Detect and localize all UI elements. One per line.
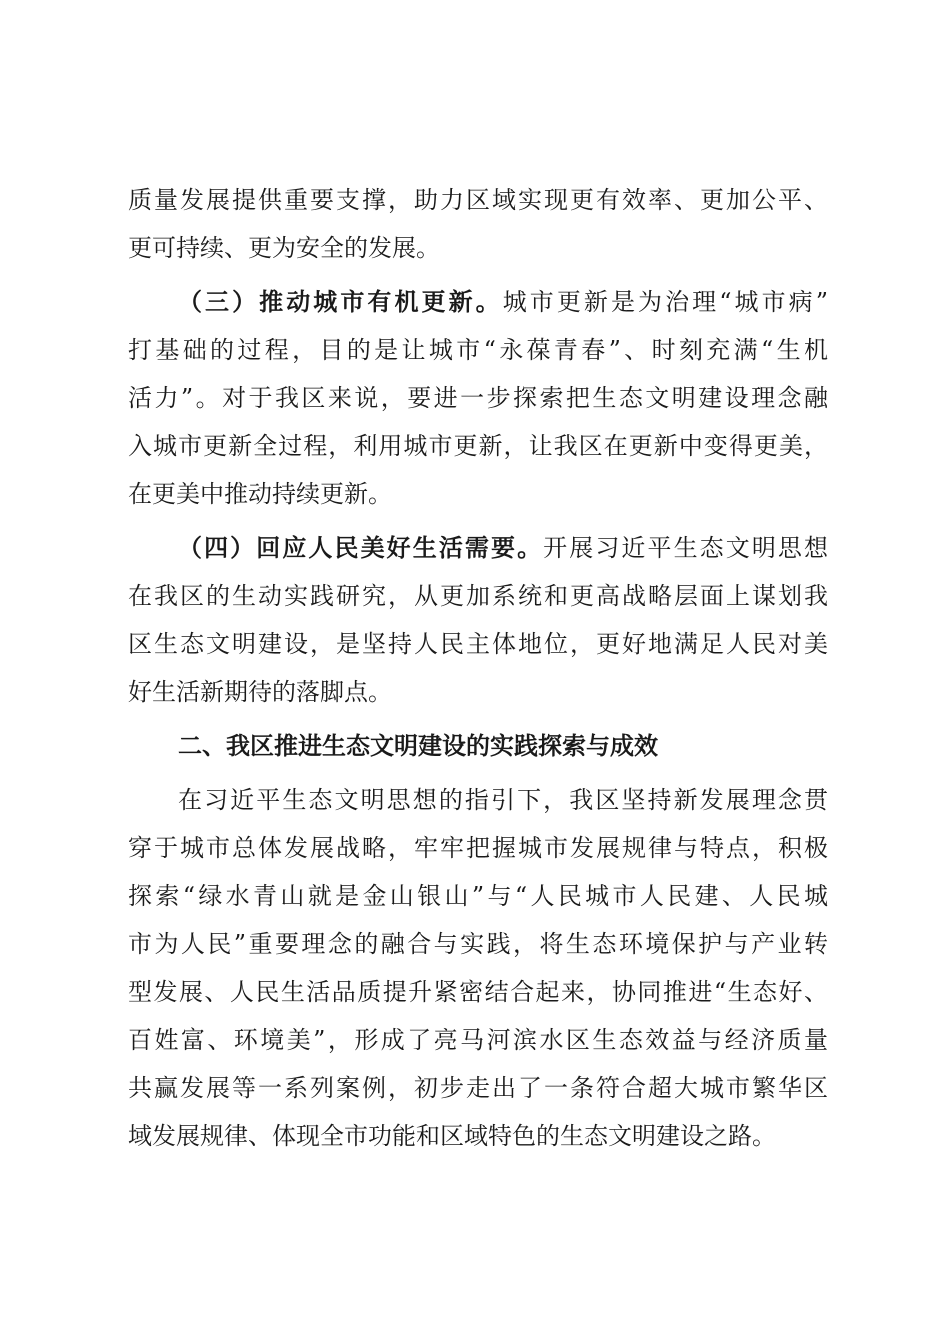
text-line: 穿于城市总体发展战略，牢牢把握城市发展规律与特点，积极 xyxy=(128,834,828,862)
text-line: 探索“绿水青山就是金山银山”与“人民城市人民建、人民城 xyxy=(128,882,828,910)
paragraph-body xyxy=(128,776,828,1160)
text-line: 好生活新期待的落脚点。 xyxy=(128,678,392,706)
paragraph-item-4 xyxy=(128,524,828,716)
section-heading: 二、我区推进生态文明建设的实践探索与成效 xyxy=(178,732,658,760)
text-line: 更可持续、更为安全的发展。 xyxy=(128,234,440,262)
document-page xyxy=(128,176,828,1166)
text-line: 入城市更新全过程，利用城市更新，让我区在更新中变得更美， xyxy=(128,432,828,460)
text-line: 质量发展提供重要支撑，助力区域实现更有效率、更加公平、 xyxy=(128,186,828,214)
text-line xyxy=(128,278,828,326)
text-line: 市为人民”重要理念的融合与实践，将生态环境保护与产业转 xyxy=(128,930,828,958)
text-line: 在更美中推动持续更新。 xyxy=(128,480,392,508)
paragraph-continued xyxy=(128,176,828,272)
text-line: 活力”。对于我区来说，要进一步探索把生态文明建设理念融 xyxy=(128,384,828,412)
text-line: 区生态文明建设，是坚持人民主体地位，更好地满足人民对美 xyxy=(128,630,828,658)
item-3-lead-text: 城市更新是为治理“城市病” xyxy=(502,288,828,316)
item-4-title: （四）回应人民美好生活需要。 xyxy=(178,534,544,562)
text-line: 百姓富、环境美”，形成了亮马河滨水区生态效益与经济质量 xyxy=(128,1026,828,1054)
text-line: 共赢发展等一系列案例，初步走出了一条符合超大城市繁华区 xyxy=(128,1074,828,1102)
item-3-title: （三）推动城市有机更新。 xyxy=(178,288,503,316)
paragraph-item-3 xyxy=(128,278,828,518)
text-line: 在我区的生动实践研究，从更加系统和更高战略层面上谋划我 xyxy=(128,582,828,610)
item-4-lead-text: 开展习近平生态文明思想 xyxy=(543,534,828,562)
text-line: 在习近平生态文明思想的指引下，我区坚持新发展理念贯 xyxy=(178,786,828,814)
text-line: 型发展、人民生活品质提升紧密结合起来，协同推进“生态好、 xyxy=(128,978,828,1006)
section-heading-block xyxy=(128,722,828,770)
text-line xyxy=(128,524,828,572)
text-line: 域发展规律、体现全市功能和区域特色的生态文明建设之路。 xyxy=(128,1122,776,1150)
text-line: 打基础的过程，目的是让城市“永葆青春”、时刻充满“生机 xyxy=(128,336,828,364)
